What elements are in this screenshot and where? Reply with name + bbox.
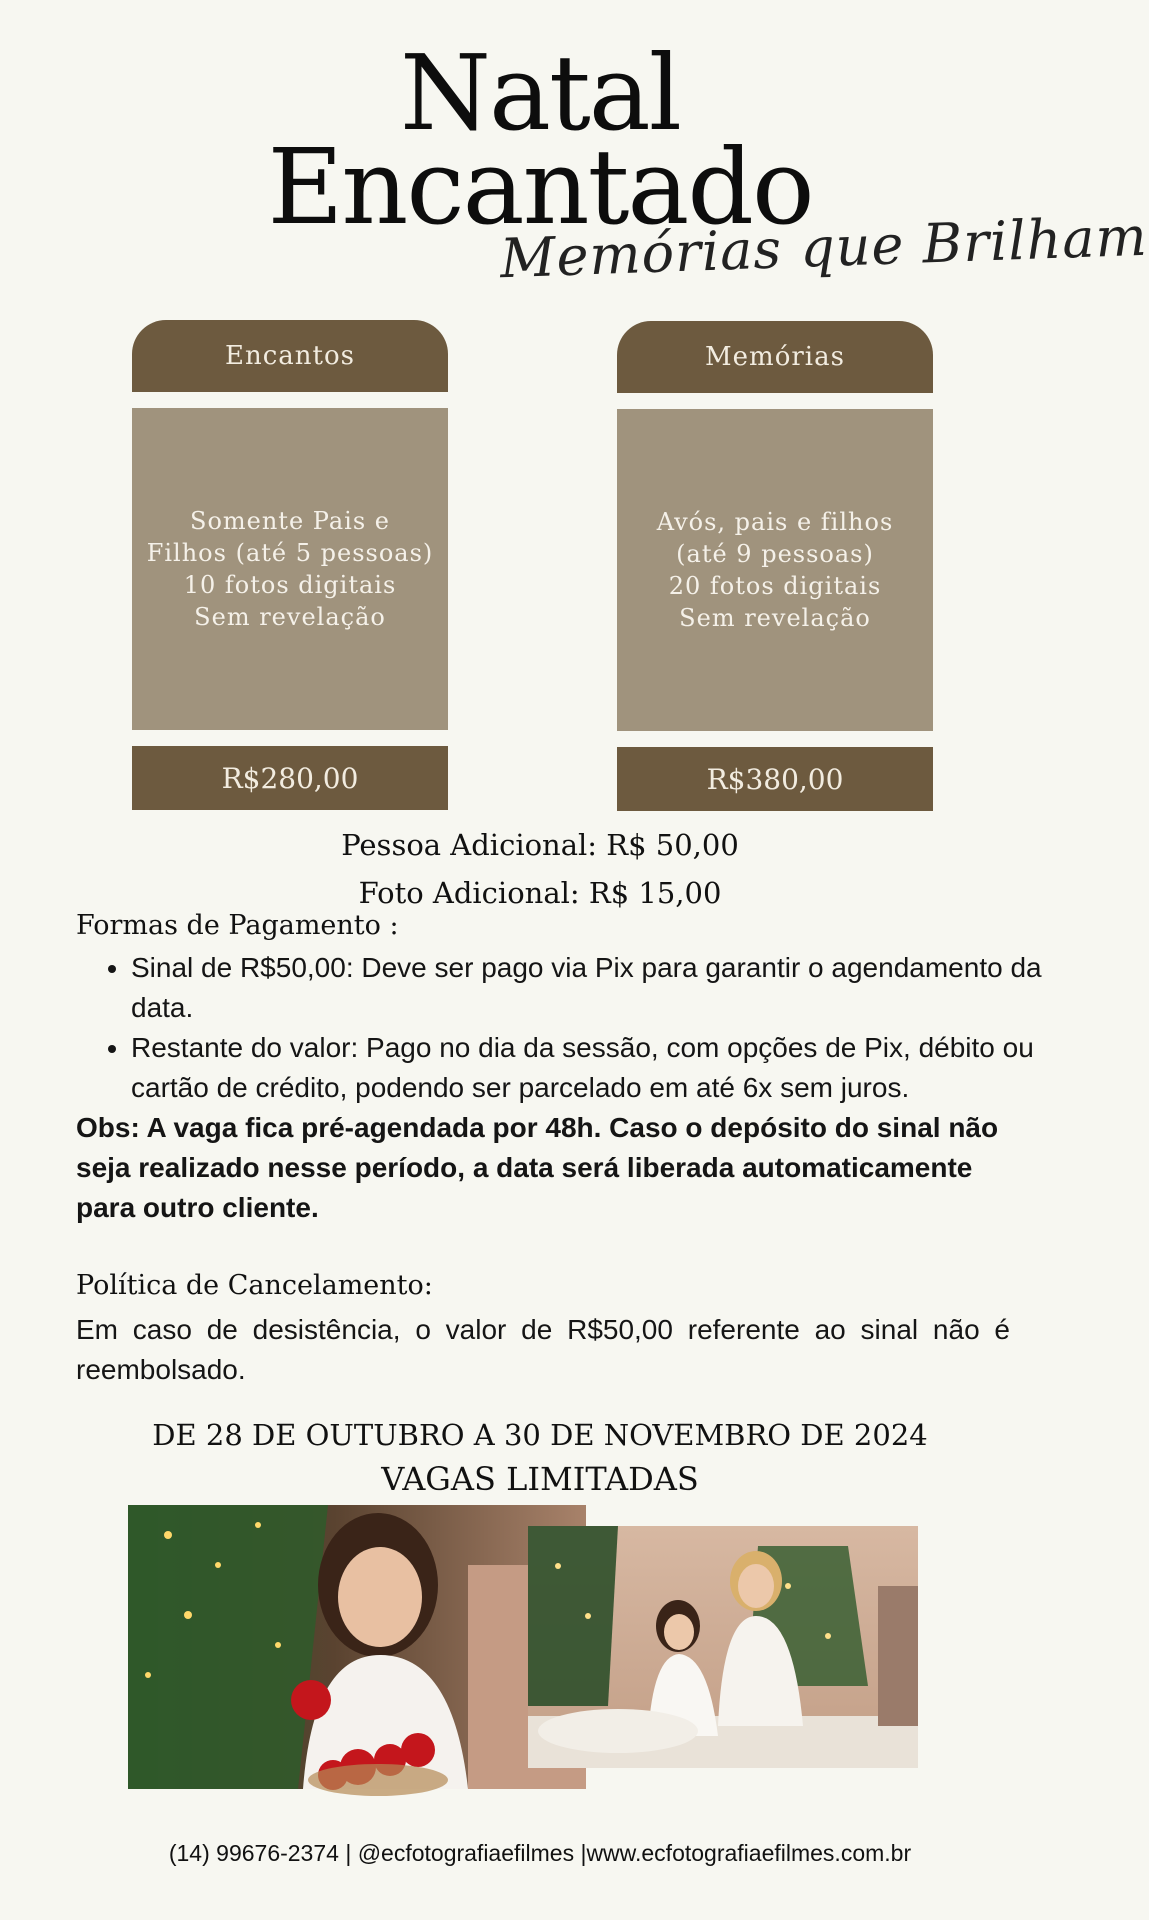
package-card-encantos: [132, 320, 448, 810]
additional-photo-price: Foto Adicional: R$ 15,00: [358, 876, 722, 910]
package-price: R$280,00: [132, 746, 448, 810]
package-card-memorias: [617, 321, 933, 811]
payment-item: • Sinal de R$50,00: Deve ser pago via Pix para garantir o agendamento da data.: [131, 948, 1071, 1028]
limited-spots: VAGAS LIMITADAS: [381, 1460, 699, 1498]
package-detail-line: Sem revelação: [194, 603, 386, 631]
package-price: R$380,00: [617, 747, 933, 811]
tagline-script: Memórias que Brilham: [499, 204, 1149, 291]
package-detail-line: Sem revelação: [679, 604, 871, 632]
cancellation-title: Política de Cancelamento:: [76, 1270, 433, 1301]
photo-mother-daughter: [528, 1526, 918, 1768]
photo-girl-christmas: [128, 1505, 586, 1789]
title-line-2: Encantado: [267, 126, 813, 248]
period-dates: DE 28 DE OUTUBRO A 30 DE NOVEMBRO DE 2024: [152, 1418, 928, 1452]
package-detail-line: 10 fotos digitais: [183, 571, 397, 599]
package-detail-line: Filhos (até 5 pessoas): [146, 539, 434, 567]
payment-title: Formas de Pagamento :: [76, 910, 399, 941]
package-detail-line: Avós, pais e filhos: [656, 508, 894, 536]
payment-item: • Restante do valor: Pago no dia da sessão, com opções de Pix, débito ou cartão de crédito, podendo ser parcelado em até 6x sem juros.: [131, 1028, 1071, 1108]
package-name: Encantos: [132, 320, 448, 392]
payment-list: [76, 948, 1071, 1108]
cancellation-text: Em caso de desistência, o valor de R$50,00 referente ao sinal não é reembolsado.: [76, 1314, 1010, 1385]
package-name: Memórias: [617, 321, 933, 393]
title-line-1: Natal: [399, 32, 681, 154]
package-detail-line: Somente Pais e: [190, 507, 390, 535]
package-detail-line: (até 9 pessoas): [676, 540, 874, 568]
package-details: [617, 409, 933, 731]
package-detail-line: 20 fotos digitais: [668, 572, 882, 600]
package-details: [132, 408, 448, 730]
observation-note: Obs: A vaga fica pré-agendada por 48h. Caso o depósito do sinal não seja realizado nesse período, a data será liberada automaticamente para outro cliente.: [76, 1112, 999, 1223]
additional-person-price: Pessoa Adicional: R$ 50,00: [341, 828, 739, 862]
contact-footer: (14) 99676-2374 | @ecfotografiaefilmes |www.ecfotografiaefilmes.com.br: [168, 1840, 912, 1866]
